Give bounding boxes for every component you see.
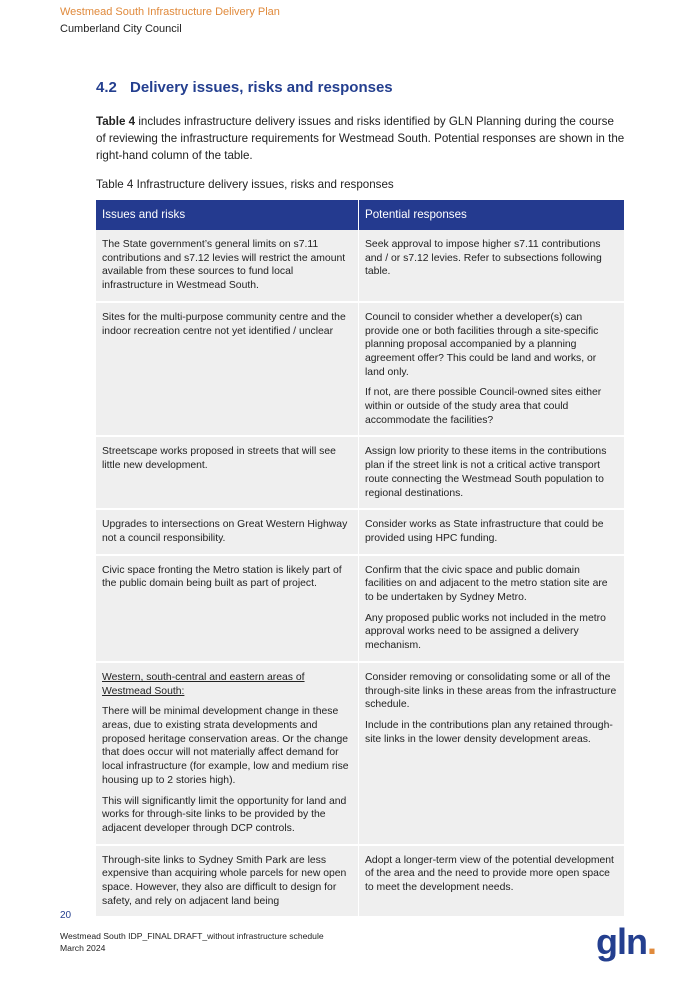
- issue-text: Streetscape works proposed in streets that will see little new development.: [102, 446, 336, 472]
- response-cell: [359, 555, 625, 662]
- response-text: Consider works as State infrastructure that could be provided using HPC funding.: [365, 519, 604, 544]
- intro-paragraph: [96, 113, 626, 164]
- issue-cell: [96, 436, 359, 509]
- table-caption: Table 4 Infrastructure delivery issues, risks and responses: [96, 178, 394, 191]
- issues-risks-table: [96, 200, 624, 918]
- logo-dot: .: [646, 921, 656, 962]
- logo-text: gln: [596, 921, 647, 962]
- intro-text: includes infrastructure delivery issues and risks identified by GLN Planning during the course of reviewing the infrastructure requirements for Westmead South. Potential responses are shown in the right-hand column of the table.: [96, 115, 625, 162]
- response-text: Consider removing or consolidating some or all of the through-site links in these areas from the infrastructure schedule.: [365, 671, 617, 711]
- issue-cell: [96, 509, 359, 554]
- page-number: 20: [60, 910, 72, 921]
- response-text: Seek approval to impose higher s7.11 contributions and / or s7.12 levies. Refer to subsections following table.: [365, 239, 602, 278]
- response-cell: [359, 662, 625, 845]
- issue-text: Upgrades to intersections on Great Western Highway not a council responsibility.: [102, 519, 348, 544]
- response-cell: [359, 845, 625, 918]
- response-cell: [359, 230, 625, 302]
- table-row: [96, 230, 624, 302]
- gln-logo: [596, 921, 656, 963]
- issue-cell: [96, 662, 359, 845]
- response-text: Any proposed public works not included in the metro approval works need to be assigned a delivery mechanism.: [365, 612, 606, 652]
- header-document-title: Westmead South Infrastructure Delivery Plan: [60, 6, 280, 18]
- table-row: [96, 436, 624, 509]
- section-number: 4.2: [96, 79, 117, 96]
- table-header-row: [96, 200, 624, 230]
- footer-document-name: Westmead South IDP_FINAL DRAFT_without infrastructure schedule: [60, 931, 324, 941]
- section-title: Delivery issues, risks and responses: [130, 79, 393, 96]
- response-cell: [359, 302, 625, 437]
- table-row: [96, 662, 624, 845]
- table-row: [96, 509, 624, 554]
- issue-text: This will significantly limit the opportunity for land and works for through-site links to be provided by the adjacent developer through DCP controls.: [102, 795, 347, 834]
- response-text: Assign low priority to these items in the contributions plan if the street link is not a critical active transport route connecting the Westmead South population to regional destinations.: [365, 446, 607, 499]
- issue-text: Through-site links to Sydney Smith Park are less expensive than acquiring whole parcels for new open space. However, they also are difficult to design for safety, and rely on adjacent land being: [102, 854, 347, 907]
- intro-table-reference: Table 4: [96, 115, 136, 128]
- response-text: Adopt a longer-term view of the potential development of the area and the need to provide more open space to meet the development needs.: [365, 854, 614, 894]
- column-header-responses: Potential responses: [359, 200, 625, 230]
- table-row: [96, 555, 624, 662]
- header-council-name: Cumberland City Council: [60, 23, 182, 35]
- issue-text: Sites for the multi-purpose community centre and the indoor recreation centre not yet identified / unclear: [102, 311, 346, 337]
- response-text: Council to consider whether a developer(s) can provide one or both facilities through a site-specific planning proposal accompanied by a planning agreement offer? This could be land and works, or land only.: [365, 311, 599, 378]
- issue-cell: [96, 845, 359, 918]
- table-row: [96, 302, 624, 437]
- footer-date: March 2024: [60, 943, 106, 953]
- issue-cell: [96, 302, 359, 437]
- issue-text: There will be minimal development change in these areas, due to existing strata developments and proposed heritage conservation areas. Or the change that does occur will not materially affect demand for local infrastructure (for example, low and medium rise housing up to 2 stories high).: [102, 706, 349, 786]
- response-text: If not, are there possible Council-owned sites either within or outside of the study area that could accommodate the facilities?: [365, 387, 602, 426]
- response-cell: [359, 509, 625, 554]
- response-cell: [359, 436, 625, 509]
- table-clip: [96, 200, 624, 907]
- section-heading: [96, 79, 393, 96]
- issue-subheading: Western, south-central and eastern areas of Westmead South:: [102, 671, 305, 697]
- issue-cell: [96, 555, 359, 662]
- table-row: [96, 845, 624, 918]
- response-text: Include in the contributions plan any retained through-site links in the lower density development areas.: [365, 719, 613, 745]
- issue-cell: [96, 230, 359, 302]
- issue-text: The State government’s general limits on s7.11 contributions and s7.12 levies will restrict the amount available from these sources to fund local infrastructure in Westmead South.: [102, 239, 346, 292]
- column-header-issues: Issues and risks: [96, 200, 359, 230]
- issue-text: Civic space fronting the Metro station is likely part of the public domain being built as part of project.: [102, 564, 342, 590]
- response-text: Confirm that the civic space and public domain facilities on and adjacent to the metro station site are to be undertaken by Sydney Metro.: [365, 564, 608, 604]
